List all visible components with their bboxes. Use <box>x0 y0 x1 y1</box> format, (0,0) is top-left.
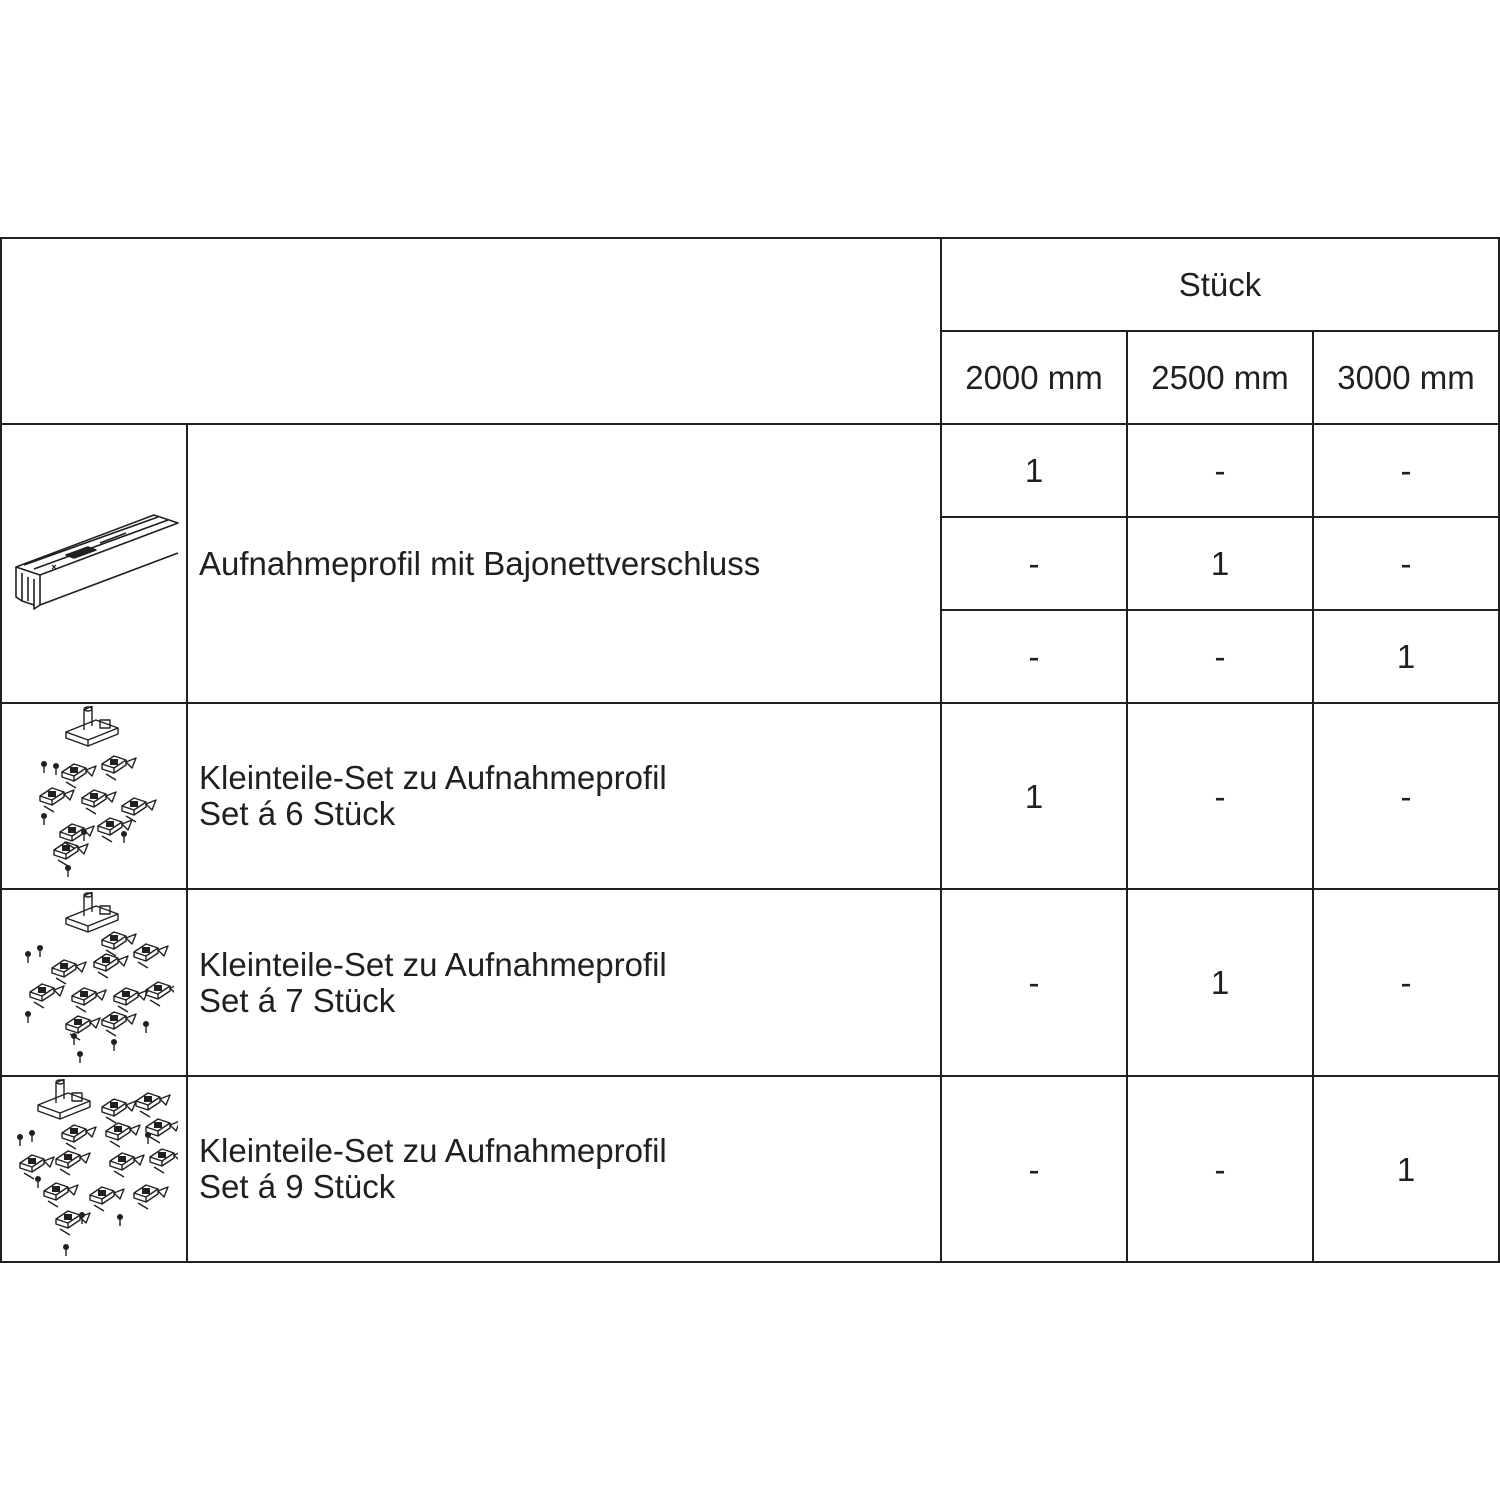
clip-part <box>90 1187 124 1211</box>
clip-part <box>136 1093 170 1117</box>
clip-stroke <box>60 1169 70 1175</box>
screw-head <box>71 1033 77 1039</box>
column-header-2000: 2000 mm <box>965 359 1103 396</box>
rule <box>0 237 2 1263</box>
bracket-stroke <box>56 1079 64 1103</box>
screw-head <box>77 1051 83 1057</box>
clip-part <box>110 1153 144 1177</box>
clip-stroke <box>80 1153 90 1163</box>
clip-stroke <box>138 1203 148 1209</box>
clip-stroke <box>28 1158 36 1164</box>
clip-part <box>30 984 64 1008</box>
profile-value-2500-b: 1 <box>1210 545 1230 582</box>
clip-stroke <box>142 947 150 953</box>
clip-part <box>20 1155 54 1179</box>
clip-part <box>146 1119 178 1143</box>
screw-head <box>41 761 47 767</box>
screw-head <box>65 865 71 871</box>
set-9-count: Set á 9 Stück <box>199 1168 396 1205</box>
clip-stroke <box>66 782 76 788</box>
clip-stroke <box>126 1101 136 1111</box>
screw-head <box>25 951 31 957</box>
profile-value-2500-a: - <box>1214 452 1226 489</box>
clip-part <box>44 1183 78 1207</box>
clip-stroke <box>38 987 46 993</box>
clip-part <box>114 988 148 1012</box>
profile-value-2000-b: - <box>1028 545 1040 582</box>
screw-head <box>81 829 87 835</box>
set-6-name: Kleinteile-Set zu Aufnahmeprofil <box>199 759 667 796</box>
bracket-stroke <box>88 728 118 746</box>
clip-stroke <box>118 1006 128 1012</box>
clip-stroke <box>64 1214 72 1220</box>
clip-stroke <box>70 767 78 773</box>
clip-stroke <box>158 1152 166 1158</box>
clip-stroke <box>58 860 68 866</box>
set-6-description <box>199 704 667 888</box>
profile-value-3000-a: - <box>1400 452 1412 489</box>
clip-stroke <box>158 1187 168 1197</box>
clip-stroke <box>110 935 118 941</box>
clip-part <box>94 954 128 978</box>
clip-stroke <box>78 844 88 854</box>
clip-stroke <box>154 1122 162 1128</box>
clip-part <box>146 982 174 1006</box>
set-7-value-3000: - <box>1400 964 1412 1001</box>
clip-stroke <box>144 1096 152 1102</box>
set-6-value-3000: - <box>1400 777 1412 815</box>
clip-part <box>134 1185 168 1209</box>
set-7-name: Kleinteile-Set zu Aufnahmeprofil <box>199 945 667 983</box>
clip-stroke <box>170 984 174 994</box>
profile-value-2000-a: 1 <box>1024 452 1044 489</box>
clip-stroke <box>146 800 156 810</box>
clip-stroke <box>170 1121 178 1131</box>
bracket-part <box>66 706 118 746</box>
clip-stroke <box>110 759 118 765</box>
screw-head <box>111 1039 117 1045</box>
clip-stroke <box>70 1128 78 1134</box>
clip-stroke <box>94 1205 104 1211</box>
screw-head <box>145 1132 151 1138</box>
clip-stroke <box>34 1002 44 1008</box>
clip-part <box>52 960 86 984</box>
clip-stroke <box>174 1151 178 1161</box>
clip-stroke <box>106 1030 116 1036</box>
clip-stroke <box>44 806 54 812</box>
clip-stroke <box>48 1201 58 1207</box>
screw-head <box>121 831 127 837</box>
clip-stroke <box>138 962 148 968</box>
set-7-value-2500: 1 <box>1210 964 1230 1001</box>
header-group-label: Stück <box>1178 266 1262 303</box>
clip-stroke <box>80 991 88 997</box>
clip-stroke <box>68 1185 78 1195</box>
clip-stroke <box>90 793 98 799</box>
clip-part <box>102 756 136 780</box>
clip-stroke <box>62 845 70 851</box>
set-9-value-2500: - <box>1214 1150 1226 1188</box>
clip-stroke <box>96 990 106 1000</box>
clip-part <box>82 790 116 814</box>
set-6-value-2000: 1 <box>1024 777 1044 815</box>
clip-stroke <box>44 1157 54 1167</box>
clip-stroke <box>102 957 110 963</box>
clip-part <box>60 824 94 848</box>
screw-head <box>17 1134 23 1140</box>
rule <box>186 423 188 1263</box>
bracket-stroke <box>84 892 92 916</box>
screw-head <box>143 1021 149 1027</box>
clip-part <box>102 1099 136 1123</box>
clip-part <box>72 988 106 1012</box>
clip-stroke <box>74 1019 82 1025</box>
clip-stroke <box>48 791 56 797</box>
clip-part <box>122 798 156 822</box>
screw-head <box>37 945 43 951</box>
clip-part <box>56 1151 90 1175</box>
screw-head <box>41 813 47 819</box>
clip-stroke <box>158 946 168 956</box>
set-7-count: Set á 7 Stück <box>199 981 396 1019</box>
clip-part <box>40 788 74 812</box>
set-9-value-2000: - <box>1028 1150 1040 1188</box>
screw-head <box>79 1212 85 1218</box>
clip-stroke <box>110 1015 118 1021</box>
screw-head <box>35 1176 41 1182</box>
clip-stroke <box>118 1156 126 1162</box>
clip-stroke <box>160 1095 170 1105</box>
clip-stroke <box>102 836 112 842</box>
clip-stroke <box>68 827 76 833</box>
clip-stroke <box>126 1014 136 1024</box>
screw-head <box>117 1214 123 1220</box>
small-parts-set-icon <box>10 1079 178 1257</box>
clip-stroke <box>142 1188 150 1194</box>
clip-part <box>102 1012 136 1036</box>
bracket-stroke <box>84 706 92 730</box>
bracket-part <box>38 1079 90 1119</box>
clip-stroke <box>126 758 136 768</box>
clip-stroke <box>106 774 116 780</box>
clip-stroke <box>106 1117 116 1123</box>
profile-description <box>199 425 760 702</box>
profile-value-2500-c: - <box>1214 638 1226 675</box>
clip-stroke <box>86 766 96 776</box>
clip-stroke <box>64 790 74 800</box>
clip-part <box>102 932 136 956</box>
clip-stroke <box>86 808 96 814</box>
column-header-2500: 2500 mm <box>1151 359 1289 396</box>
clip-stroke <box>60 963 68 969</box>
set-9-value-3000: 1 <box>1396 1150 1416 1188</box>
clip-stroke <box>122 820 132 830</box>
clip-stroke <box>150 1000 160 1006</box>
small-parts-set-icon <box>14 892 174 1070</box>
clip-stroke <box>54 986 64 996</box>
clip-part <box>150 1149 178 1173</box>
column-header-3000: 3000 mm <box>1337 359 1475 396</box>
clip-stroke <box>130 1125 140 1135</box>
small-parts-set-icon <box>14 706 174 884</box>
set-7-value-2000: - <box>1028 964 1040 1001</box>
clip-stroke <box>114 1189 124 1199</box>
clip-stroke <box>86 1127 96 1137</box>
clip-stroke <box>114 1171 124 1177</box>
clip-stroke <box>140 1111 150 1117</box>
clip-stroke <box>76 1006 86 1012</box>
clip-stroke <box>126 934 136 944</box>
clip-stroke <box>110 1141 120 1147</box>
clip-stroke <box>154 985 162 991</box>
clip-stroke <box>134 1155 144 1165</box>
profile-name: Aufnahmeprofil mit Bajonettverschluss <box>199 544 761 582</box>
set-7-description <box>199 890 667 1075</box>
clip-stroke <box>122 991 130 997</box>
bracket-stroke <box>88 914 118 932</box>
clip-stroke <box>106 821 114 827</box>
clip-stroke <box>60 1229 70 1235</box>
clip-stroke <box>24 1173 34 1179</box>
clip-stroke <box>56 978 66 984</box>
rule <box>0 1261 1500 1263</box>
clip-stroke <box>106 792 116 802</box>
screw-head <box>63 1244 69 1250</box>
profile-value-3000-c: 1 <box>1396 638 1416 675</box>
profile-rail-icon <box>8 505 180 615</box>
clip-stroke <box>110 1102 118 1108</box>
clip-stroke <box>154 1167 164 1173</box>
clip-stroke <box>76 962 86 972</box>
bracket-stroke <box>60 1101 90 1119</box>
profile-value-2000-c: - <box>1028 638 1040 675</box>
clip-stroke <box>52 1186 60 1192</box>
clip-stroke <box>114 1126 122 1132</box>
clip-stroke <box>64 1154 72 1160</box>
clip-stroke <box>66 1143 76 1149</box>
clip-stroke <box>90 1018 100 1028</box>
clip-part <box>62 764 96 788</box>
clip-stroke <box>118 956 128 966</box>
bracket-part <box>66 892 118 932</box>
clip-part <box>106 1123 140 1147</box>
screw-head <box>25 1011 31 1017</box>
clip-stroke <box>150 1137 160 1143</box>
screw-head <box>53 763 59 769</box>
set-6-count: Set á 6 Stück <box>199 795 396 832</box>
set-6-value-2500: - <box>1214 777 1226 815</box>
clip-part <box>62 1125 96 1149</box>
screw-head <box>29 1130 35 1136</box>
clip-stroke <box>98 1190 106 1196</box>
set-9-description <box>199 1077 667 1261</box>
profile-value-3000-b: - <box>1400 545 1412 582</box>
clip-part <box>98 818 132 842</box>
set-9-name: Kleinteile-Set zu Aufnahmeprofil <box>199 1132 667 1169</box>
clip-stroke <box>130 801 138 807</box>
clip-part <box>134 944 168 968</box>
clip-stroke <box>98 972 108 978</box>
